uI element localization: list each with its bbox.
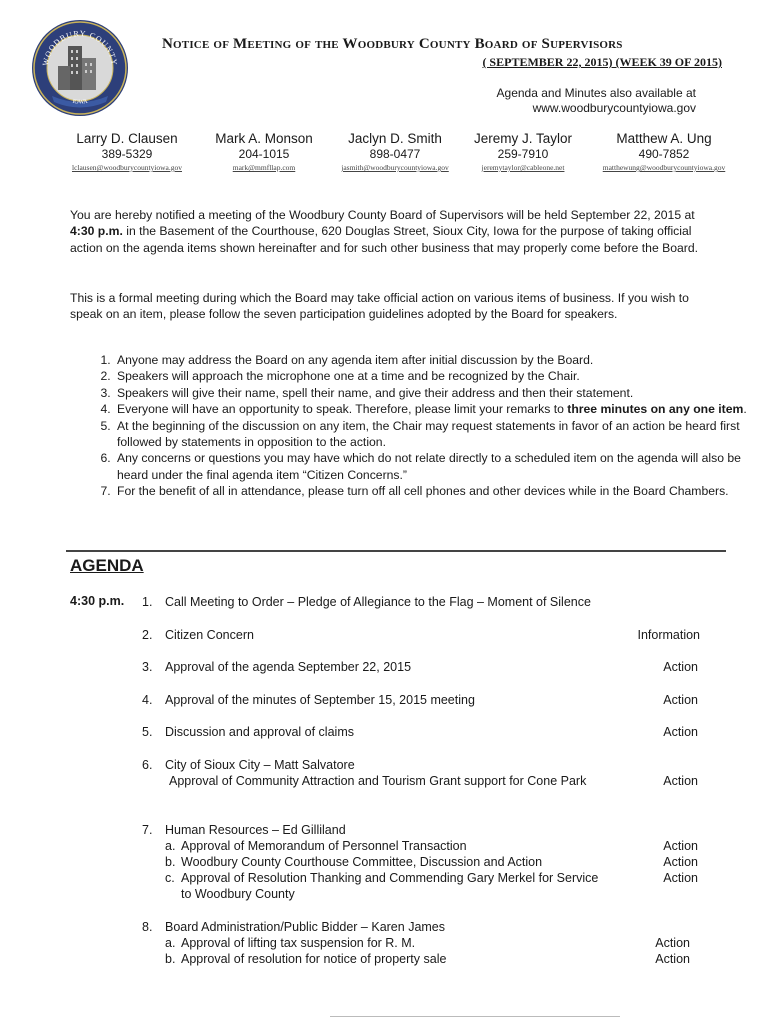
supervisor-list — [52, 131, 742, 179]
guideline-item — [114, 401, 764, 417]
notice-text: in the Basement of the Courthouse, 620 Douglas Street, Sioux City, Iowa for the purpose of taking official action on the agenda items shown hereinafter and for such other business that may properly come before the Board. — [70, 224, 699, 255]
agenda-item-text: City of Sioux City – Matt Salvatore — [165, 758, 355, 772]
agenda-item-number: 1. — [142, 595, 153, 609]
agenda-item-action: Action — [663, 660, 698, 674]
agenda-item-number: 7. — [142, 823, 153, 837]
agenda-item-action: Action — [663, 839, 698, 853]
guideline-text: . — [743, 402, 747, 417]
agenda-item-number: 3. — [142, 660, 153, 674]
subitem-letter: b. — [165, 952, 176, 966]
supervisor-entry — [320, 131, 470, 174]
supervisor-phone: 389-5329 — [101, 147, 153, 161]
guideline-emphasis: three minutes on any one item — [567, 402, 744, 417]
supervisor-entry — [458, 131, 588, 174]
guideline-text: Everyone will have an opportunity to speak. Therefore, please limit your remarks to — [117, 402, 568, 417]
supervisor-email[interactable]: jeremytaylor@cableone.net — [481, 163, 565, 172]
availability-line: Agenda and Minutes also available at — [496, 86, 696, 100]
guideline-item: 7. For the benefit of all in attendance, please turn off all cell phones and other devices while in the Board Chambers. — [114, 483, 764, 499]
agenda-item-action: Action — [663, 871, 698, 885]
agenda-item-detail: Approval of Community Attraction and Tourism Grant support for Cone Park — [169, 774, 587, 788]
document-title-text: Notice of Meeting of the Woodbury County Board of Supervisors — [162, 36, 623, 52]
agenda-item-action: Action — [663, 693, 698, 707]
agenda-item — [142, 757, 722, 807]
agenda-item-number: 6. — [142, 758, 153, 772]
subitem-letter: b. — [165, 855, 176, 869]
agenda-start-time: 4:30 p.m. — [70, 594, 125, 608]
supervisor-phone: 490-7852 — [638, 147, 690, 161]
agenda-item-number: 5. — [142, 725, 153, 739]
website-link[interactable]: www.woodburycountyiowa.gov — [532, 101, 696, 115]
meeting-time: 4:30 p.m. — [70, 224, 123, 239]
supervisor-email[interactable]: jasmith@woodburycountyiowa.gov — [341, 163, 449, 172]
subitem-letter: a. — [165, 936, 176, 950]
supervisor-name: Larry D. Clausen — [76, 131, 178, 146]
subitem-text: Approval of Memorandum of Personnel Transaction — [181, 839, 467, 853]
page-bottom-line — [330, 1016, 620, 1017]
agenda-item-text: Human Resources – Ed Gilliland — [165, 823, 346, 837]
guideline-item: 6. Any concerns or questions you may have which do not relate directly to a scheduled item on the agenda will also be heard under the final agenda item “Citizen Concerns.” — [114, 450, 764, 483]
supervisor-email[interactable]: mark@mmfllap.com — [232, 163, 296, 172]
agenda-item-text: Discussion and approval of claims — [165, 725, 354, 739]
subitem-text: Woodbury County Courthouse Committee, Discussion and Action — [181, 855, 543, 869]
subitem-letter: a. — [165, 839, 176, 853]
agenda-item — [142, 822, 722, 902]
supervisor-entry — [586, 131, 742, 174]
subitem-letter: c. — [165, 871, 175, 885]
section-divider — [66, 550, 726, 552]
supervisor-name: Mark A. Monson — [215, 131, 313, 146]
guideline-item: 1. Anyone may address the Board on any agenda item after initial discussion by the Board. — [114, 352, 764, 368]
supervisor-email[interactable]: matthewung@woodburycountyiowa.gov — [602, 163, 726, 172]
supervisor-phone: 898-0477 — [369, 147, 421, 161]
subitem-text: Approval of Resolution Thanking and Commending Gary Merkel for Service to Woodbury County — [181, 871, 599, 902]
document-title — [162, 36, 722, 53]
svg-text:IOWA: IOWA — [71, 98, 89, 106]
agenda-item-text: Approval of the minutes of September 15, 2015 meeting — [165, 693, 475, 707]
meeting-date-subtitle: ( SEPTEMBER 22, 2015) (WEEK 39 OF 2015) — [482, 55, 722, 69]
supervisor-name: Jaclyn D. Smith — [348, 131, 442, 146]
agenda-item — [142, 919, 722, 979]
supervisor-entry — [204, 131, 324, 174]
agenda-item-number: 2. — [142, 628, 153, 642]
agenda-item-text: Approval of the agenda September 22, 2015 — [165, 660, 412, 674]
supervisor-phone: 204-1015 — [238, 147, 290, 161]
supervisor-name: Jeremy J. Taylor — [473, 131, 573, 146]
supervisor-entry — [52, 131, 202, 174]
agenda-item-action: Action — [655, 952, 690, 966]
agenda-item-number: 8. — [142, 920, 153, 934]
availability-note — [497, 86, 696, 116]
agenda-item-action: Action — [663, 774, 698, 788]
supervisor-name: Matthew A. Ung — [616, 131, 712, 146]
guideline-item: 3. Speakers will give their name, spell their name, and give their address and then their statement. — [114, 385, 764, 401]
county-seal-logo — [30, 18, 130, 118]
agenda-item-action: Action — [663, 725, 698, 739]
supervisor-email[interactable]: lclausen@woodburycountyiowa.gov — [71, 163, 182, 172]
participation-guidelines — [70, 352, 764, 500]
agenda-item-number: 4. — [142, 693, 153, 707]
supervisor-phone: 259-7910 — [497, 147, 549, 161]
formal-meeting-paragraph: This is a formal meeting during which the Board may take official action on various items of business. If you wish to speak on an item, please follow the seven participation guidelines adopted by the Board for speakers. — [70, 291, 689, 322]
guideline-item: 2. Speakers will approach the microphone one at a time and be recognized by the Chair. — [114, 368, 764, 384]
agenda-item-text: Board Administration/Public Bidder – Karen James — [165, 920, 446, 934]
agenda-item-text: Citizen Concern — [165, 628, 254, 642]
meeting-notice-paragraph — [70, 207, 720, 256]
agenda-item-text: Call Meeting to Order – Pledge of Allegiance to the Flag – Moment of Silence — [165, 595, 591, 609]
svg-text:WOODBURY COUNTY: WOODBURY COUNTY — [40, 28, 120, 67]
agenda-item-action: Action — [655, 936, 690, 950]
notice-text: You are hereby notified a meeting of the Woodbury County Board of Supervisors will be held September 22, 2015 at — [70, 208, 695, 222]
agenda-item-action: Information — [637, 628, 700, 642]
agenda-item-action: Action — [663, 855, 698, 869]
guideline-item: 5. At the beginning of the discussion on any item, the Chair may request statements in favor of an action be heard first followed by statements in opposition to the action. — [114, 418, 764, 451]
subitem-text: Approval of resolution for notice of property sale — [181, 952, 447, 966]
subitem-text: Approval of lifting tax suspension for R. M. — [181, 936, 416, 950]
agenda-heading: AGENDA — [70, 556, 144, 575]
